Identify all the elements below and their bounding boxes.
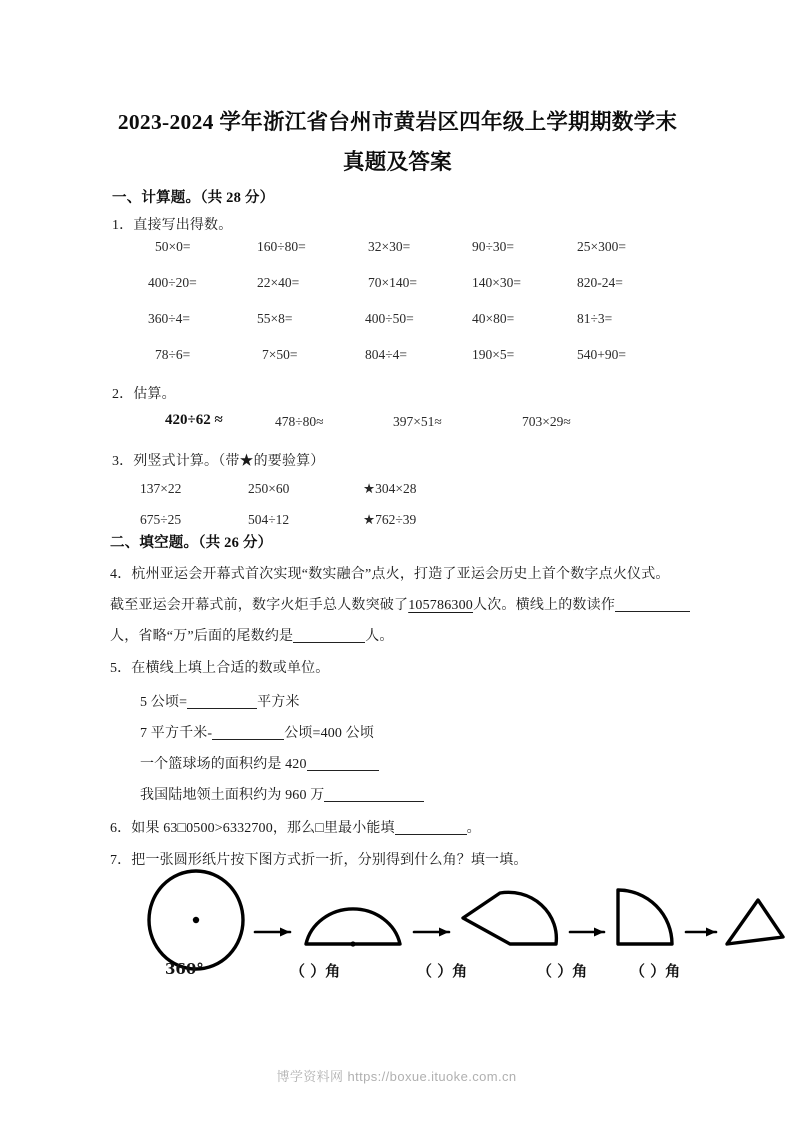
title-line-1: 2023-2024 学年浙江省台州市黄岩区四年级上学期期数学末 bbox=[117, 110, 678, 134]
q5-item-4 bbox=[140, 784, 424, 804]
q5-item-3-before: 一个篮球场的面积约是 420 bbox=[140, 757, 307, 772]
question-4 bbox=[110, 559, 690, 590]
figure-label-4[interactable]: （ ）角 bbox=[630, 962, 681, 980]
eighth-wedge-shape bbox=[727, 900, 783, 944]
q3-expr: 504÷12 bbox=[248, 512, 290, 527]
circle-center-dot bbox=[193, 917, 199, 923]
q5-item-2-after: 公顷=400 公顷 bbox=[284, 726, 374, 741]
q5-item-1-before: 5 公顷= bbox=[140, 695, 188, 710]
q1-expr: 40×80= bbox=[472, 311, 515, 326]
question-3-prompt: 3．列竖式计算。（带★的要验算） bbox=[112, 454, 325, 469]
q6-before: 6．如果 63□0500>6332700，那么□里最小能填 bbox=[110, 821, 395, 836]
quarter-circle-shape bbox=[618, 890, 672, 944]
q2-expr: 478÷80≈ bbox=[275, 414, 324, 429]
q1-expr: 400÷50= bbox=[365, 311, 414, 326]
page-title bbox=[110, 102, 685, 182]
q1-expr: 400÷20= bbox=[148, 275, 197, 290]
q3-expr: 675÷25 bbox=[140, 512, 182, 527]
question-6 bbox=[110, 817, 481, 837]
q3-expr: 137×22 bbox=[140, 481, 182, 496]
q4-line-1: 4．杭州亚运会开幕式首次实现“数实融合”点火，打造了亚运会历史上首个数字点火仪式。 bbox=[110, 567, 670, 582]
arrow-icon bbox=[686, 928, 716, 937]
q4-line-2-tail: 人次。横线上的数读作 bbox=[473, 598, 616, 613]
arrow-icon bbox=[570, 928, 604, 937]
q1-expr: 7×50= bbox=[262, 347, 298, 362]
q2-expr: 397×51≈ bbox=[393, 414, 442, 429]
q4-line-3-tail: 人。 bbox=[365, 629, 394, 644]
question-7-prompt: 7．把一张圆形纸片按下图方式折一折，分别得到什么角？填一填。 bbox=[110, 853, 528, 868]
q1-expr: 190×5= bbox=[472, 347, 515, 362]
q3-expr: 250×60 bbox=[248, 481, 290, 496]
q6-answer-blank[interactable] bbox=[395, 819, 467, 835]
q1-expr: 78÷6= bbox=[155, 347, 191, 362]
q4-answer-blank-2[interactable] bbox=[293, 627, 365, 643]
q2-expr: 420÷62 ≈ bbox=[165, 412, 223, 428]
q4-answer-blank-1[interactable] bbox=[615, 596, 690, 612]
figure-label-3[interactable]: （ ）角 bbox=[537, 962, 588, 980]
figure-label-1[interactable]: （ ）角 bbox=[290, 962, 341, 980]
q1-expr: 22×40= bbox=[257, 275, 300, 290]
q1-expr: 81÷3= bbox=[577, 311, 613, 326]
figure-label-0: 360° bbox=[165, 960, 204, 978]
q1-expr: 820-24= bbox=[577, 275, 623, 290]
q4-highlight-number: 105786300 bbox=[408, 598, 474, 613]
q1-expr: 140×30= bbox=[472, 275, 521, 290]
q1-expr: 360÷4= bbox=[148, 311, 191, 326]
question-4-line-2 bbox=[110, 590, 695, 621]
watermark: 博学资料网 https://boxue.ituoke.com.cn bbox=[276, 1069, 517, 1084]
q5-blank-1[interactable] bbox=[187, 693, 257, 709]
q1-expr: 32×30= bbox=[368, 239, 411, 254]
partial-fold-shape bbox=[463, 892, 556, 944]
section-heading-computation: 一、计算题。（共 28 分） bbox=[112, 190, 275, 206]
q3-expr: ★762÷39 bbox=[363, 512, 417, 527]
folded-circle-diagram-svg bbox=[0, 860, 793, 1010]
q5-item-4-before: 我国陆地领土面积约为 960 万 bbox=[140, 788, 325, 803]
q1-expr: 540+90= bbox=[577, 347, 626, 362]
q1-expr: 50×0= bbox=[155, 239, 191, 254]
arrow-icon bbox=[414, 928, 449, 937]
q1-expr: 90÷30= bbox=[472, 239, 515, 254]
title-line-2: 真题及答案 bbox=[342, 150, 452, 174]
q5-item-2-before: 7 平方千米- bbox=[140, 726, 213, 741]
question-5-prompt: 5．在横线上填上合适的数或单位。 bbox=[110, 661, 330, 676]
q1-expr: 70×140= bbox=[368, 275, 417, 290]
semicircle-center-dot bbox=[350, 941, 355, 946]
arrow-icon bbox=[255, 928, 290, 937]
q5-blank-3[interactable] bbox=[307, 755, 379, 771]
q5-item-3 bbox=[140, 753, 379, 773]
q1-expr: 804÷4= bbox=[365, 347, 408, 362]
question-4-line-3 bbox=[110, 621, 695, 652]
q4-line-3-text: 人，省略“万”后面的尾数约是 bbox=[110, 629, 294, 644]
q5-item-2 bbox=[140, 722, 374, 742]
folded-circle-figure bbox=[0, 860, 793, 1010]
q4-line-2-text: 截至亚运会开幕式前，数字火炬手总人数突破了 bbox=[110, 598, 409, 613]
q5-item-1-after: 平方米 bbox=[257, 695, 300, 710]
q2-expr: 703×29≈ bbox=[522, 414, 571, 429]
question-1-prompt: 1．直接写出得数。 bbox=[112, 218, 233, 233]
semicircle-shape bbox=[306, 909, 400, 944]
question-2-prompt: 2．估算。 bbox=[112, 387, 176, 402]
q1-expr: 160÷80= bbox=[257, 239, 306, 254]
q6-after: 。 bbox=[466, 821, 481, 836]
section-heading-fill-in-blank: 二、填空题。（共 26 分） bbox=[110, 535, 273, 551]
q3-expr: ★304×28 bbox=[363, 481, 417, 496]
figure-label-2[interactable]: （ ）角 bbox=[417, 962, 468, 980]
q5-blank-4[interactable] bbox=[324, 786, 424, 802]
q5-blank-2[interactable] bbox=[212, 724, 284, 740]
q1-expr: 55×8= bbox=[257, 311, 293, 326]
q5-item-1 bbox=[140, 691, 300, 711]
q1-expr: 25×300= bbox=[577, 239, 626, 254]
